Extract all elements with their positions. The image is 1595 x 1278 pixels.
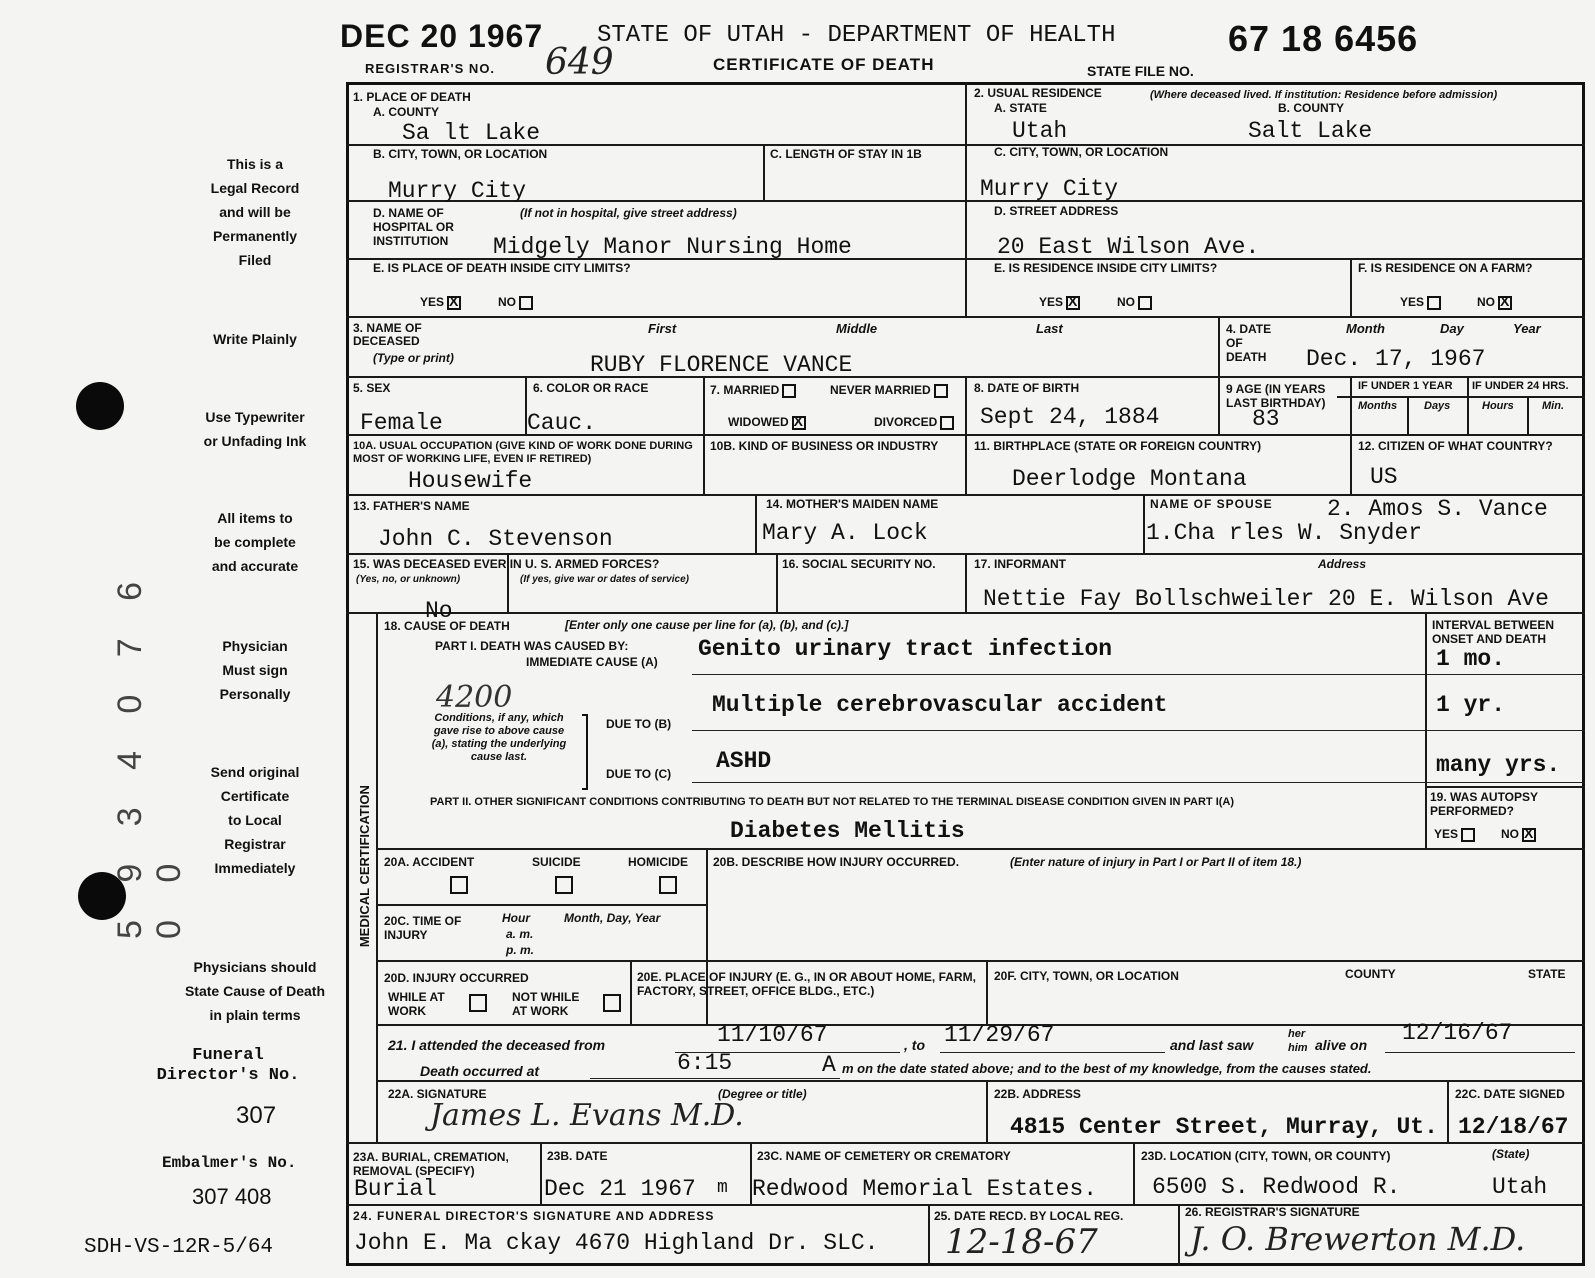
due-c-label: DUE TO (C) (606, 767, 672, 781)
funeral-director-no: 307 (236, 1102, 277, 1129)
state-file-no: 67 18 6456 (1228, 18, 1419, 59)
while-work-label: WHILE AT WORK (388, 990, 445, 1018)
part1-label: PART I. DEATH WAS CAUSED BY: (435, 639, 629, 653)
homicide-checkbox[interactable] (659, 876, 677, 894)
cause-a-value: Genito urinary tract infection (698, 636, 1113, 662)
cause-code: 4200 (436, 680, 513, 715)
city-value: Murry City (388, 178, 527, 204)
name-value: RUBY FLORENCE VANCE (590, 352, 853, 378)
burial-date-value: Dec 21 1967 (544, 1176, 696, 1202)
date-death-value: Dec. 17, 1967 (1306, 346, 1486, 372)
form-code: SDH-VS-12R-5/64 (84, 1236, 274, 1259)
physician-signature: James L. Evans M.D. (430, 1098, 744, 1133)
location-state-value: Utah (1492, 1174, 1548, 1200)
inside-city-no: NO (498, 296, 533, 310)
due-b-label: DUE TO (B) (606, 717, 672, 731)
cause-note: [Enter only one cause per line for (a), (b), and (c).] (565, 618, 849, 632)
am-label: a. m. (506, 927, 534, 941)
res-inside-yes-checkbox[interactable] (1066, 296, 1080, 310)
part2-value: Diabetes Mellitis (730, 818, 965, 844)
registrar-signature: J. O. Brewerton M.D. (1190, 1220, 1526, 1258)
spouse-1-value: 1.Cha rles W. Snyder (1146, 520, 1423, 546)
date-recd-label: 25. DATE RECD. BY LOCAL REG. (934, 1209, 1124, 1223)
embalmer-no: 307 408 (192, 1184, 272, 1209)
res-city-label: C. CITY, TOWN, OR LOCATION (994, 145, 1169, 159)
physician-note: Physician Must sign Personally (219, 638, 291, 702)
send-original-note: Send original Certificate to Local Registrar Immediately (210, 764, 300, 876)
alive-on-label: alive on (1315, 1037, 1368, 1053)
place-injury-label: 20E. PLACE OF INJURY (E. G., IN OR ABOUT HOME, FARM, FACTORY, STREET, OFFICE BLDG., ETC.) (637, 970, 976, 998)
month-label: Month (1346, 321, 1385, 336)
birthplace-label: 11. BIRTHPLACE (STATE OR FOREIGN COUNTRY) (974, 439, 1262, 453)
interval-b-value: 1 yr. (1436, 692, 1506, 718)
registrar-no-label: REGISTRAR'S NO. (365, 61, 496, 76)
middle-label: Middle (836, 321, 878, 336)
dob-value: Sept 24, 1884 (980, 404, 1160, 430)
ssn-label: 16. SOCIAL SECURITY NO. (782, 557, 936, 571)
last-saw-label: and last saw (1170, 1037, 1254, 1053)
county-label: A. COUNTY (373, 105, 439, 119)
state-paren-label: (State) (1492, 1147, 1530, 1161)
date-death-label: 4. DATE OF DEATH (1226, 322, 1272, 364)
describe-label: 20B. DESCRIBE HOW INJURY OCCURRED. (713, 855, 960, 869)
mdy-label: Month, Day, Year (564, 911, 661, 925)
autopsy-no-checkbox[interactable] (1522, 828, 1536, 842)
cemetery-label: 23C. NAME OF CEMETERY OR CREMATORY (757, 1149, 1011, 1163)
place-of-death-label: 1. PLACE OF DEATH (353, 90, 471, 104)
business-label: 10B. KIND OF BUSINESS OR INDUSTRY (710, 439, 939, 453)
date-recd-value: 12-18-67 (945, 1222, 1098, 1262)
cause-note: Physicians should State Cause of Death in plain terms (184, 959, 326, 1023)
not-work-checkbox[interactable] (603, 994, 621, 1012)
punch-hole-top (76, 382, 124, 430)
alive-on-value: 12/16/67 (1402, 1020, 1513, 1046)
last-label: Last (1036, 321, 1063, 336)
mother-value: Mary A. Lock (762, 520, 928, 546)
date-stamp: DEC 20 1967 (340, 18, 544, 54)
informant-label: 17. INFORMANT (974, 557, 1067, 571)
medical-certification-label: MEDICAL CERTIFICATION (356, 785, 372, 948)
while-work-checkbox[interactable] (469, 994, 487, 1012)
spouse-2-value: 2. Amos S. Vance (1327, 496, 1548, 522)
inside-city-yes-checkbox[interactable] (447, 296, 461, 310)
injury-county-label: COUNTY (1345, 967, 1396, 981)
res-inside-no-checkbox[interactable] (1138, 296, 1152, 310)
location-label: 23D. LOCATION (CITY, TOWN, OR COUNTY) (1141, 1149, 1391, 1163)
never-married-option: NEVER MARRIED (830, 384, 948, 398)
birthplace-value: Deerlodge Montana (1012, 466, 1247, 492)
city-label: B. CITY, TOWN, OR LOCATION (373, 147, 548, 161)
accident-checkbox[interactable] (450, 876, 468, 894)
res-inside-label: E. IS RESIDENCE INSIDE CITY LIMITS? (994, 261, 1218, 275)
res-state-value: Utah (1012, 118, 1068, 144)
sig-address-label: 22B. ADDRESS (994, 1087, 1081, 1101)
divorced-checkbox[interactable] (940, 416, 954, 430)
write-plainly-note: Write Plainly (213, 331, 297, 347)
state-file-no-label: STATE FILE NO. (1087, 63, 1194, 79)
spouse-label: NAME OF SPOUSE (1150, 497, 1273, 511)
conditions-note: Conditions, if any, which gave rise to above cause (a), stating the underlying cause last. (431, 712, 567, 763)
sig-address-value: 4815 Center Street, Murray, Ut. (1010, 1114, 1438, 1140)
funeral-director-label: Funeral Director's No. (156, 1046, 300, 1085)
usual-residence-label: 2. USUAL RESIDENCE (974, 86, 1102, 100)
location-value: 6500 S. Redwood R. (1152, 1174, 1401, 1200)
res-city-value: Murry City (980, 176, 1119, 202)
autopsy-yes-checkbox[interactable] (1461, 828, 1475, 842)
homicide-label: HOMICIDE (628, 855, 688, 869)
injury-occurred-label: 20D. INJURY OCCURRED (384, 971, 529, 985)
him-label: him (1288, 1042, 1308, 1054)
age-label: 9 AGE (IN YEARS LAST BIRTHDAY) (1226, 382, 1326, 410)
sex-label: 5. SEX (353, 381, 391, 395)
hour-label: Hour (502, 911, 530, 925)
attended-to-value: 11/29/67 (944, 1022, 1055, 1048)
inside-city-no-checkbox[interactable] (519, 296, 533, 310)
race-value: Cauc. (527, 410, 597, 436)
citizen-label: 12. CITIZEN OF WHAT COUNTRY? (1358, 439, 1553, 453)
age-value: 83 (1252, 406, 1280, 432)
describe-note: (Enter nature of injury in Part I or Part II of item 18.) (1010, 855, 1302, 869)
registrar-no: 649 (545, 42, 614, 83)
father-value: John C. Stevenson (378, 526, 613, 552)
widowed-checkbox[interactable] (792, 416, 806, 430)
cause-b-value: Multiple cerebrovascular accident (712, 692, 1168, 718)
ampm-value: A (822, 1052, 836, 1078)
registrar-sig-label: 26. REGISTRAR'S SIGNATURE (1185, 1205, 1360, 1219)
injury-city-label: 20F. CITY, TOWN, OR LOCATION (994, 969, 1179, 983)
street-value: 20 East Wilson Ave. (997, 234, 1260, 260)
hours-label: Hours (1482, 400, 1514, 412)
farm-yes: YES (1400, 296, 1441, 310)
date-signed-value: 12/18/67 (1458, 1114, 1569, 1140)
part2-label: PART II. OTHER SIGNIFICANT CONDITIONS CONTRIBUTING TO DEATH BUT NOT RELATED TO THE TERMINAL DISEASE CONDITION GIVEN IN PART I(A) (430, 796, 1235, 808)
agency-title: STATE OF UTAH - DEPARTMENT OF HEALTH (597, 22, 1116, 49)
burial-date-suffix: m (717, 1178, 728, 1198)
legal-record-note: This is a Legal Record and will be Permanently Filed (210, 156, 300, 268)
day-label: Day (1440, 321, 1464, 336)
mother-label: 14. MOTHER'S MAIDEN NAME (766, 497, 939, 511)
race-label: 6. COLOR OR RACE (533, 381, 649, 395)
first-label: First (648, 321, 677, 336)
inside-city-label: E. IS PLACE OF DEATH INSIDE CITY LIMITS? (373, 261, 631, 275)
inside-city-yes: YESX (420, 296, 461, 310)
occurred-at-label: Death occurred at (420, 1063, 540, 1079)
vertical-file-number: 5 9 3 4 0 7 6 0 0 (111, 567, 188, 939)
cemetery-value: Redwood Memorial Estates. (752, 1176, 1098, 1202)
complete-note: All items to be complete and accurate (211, 510, 299, 574)
certificate-title: CERTIFICATE OF DEATH (713, 55, 935, 74)
burial-label: 23A. BURIAL, CREMATION, REMOVAL (SPECIFY) (353, 1150, 509, 1178)
armed-forces-label: 15. WAS DECEASED EVER IN U. S. ARMED FORCES? (353, 557, 660, 571)
cause-c-value: ASHD (716, 748, 772, 774)
usual-residence-note: (Where deceased lived. If institution: Residence before admission) (1150, 89, 1498, 101)
interval-label: INTERVAL BETWEEN ONSET AND DEATH (1432, 618, 1555, 646)
never-married-checkbox[interactable] (934, 384, 948, 398)
farm-no: NOX (1477, 296, 1512, 310)
under-year-label: IF UNDER 1 YEAR (1358, 380, 1453, 392)
attended-from-value: 11/10/67 (717, 1022, 828, 1048)
funeral-sig-value: John E. Ma ckay 4670 Highland Dr. SLC. (354, 1230, 879, 1256)
county-value: Sa lt Lake (402, 120, 541, 146)
suicide-checkbox[interactable] (555, 876, 573, 894)
married-checkbox[interactable] (782, 384, 796, 398)
hospital-label: D. NAME OF HOSPITAL OR INSTITUTION (373, 206, 454, 248)
hospital-note: (If not in hospital, give street address) (520, 206, 737, 220)
type-print-note: (Type or print) (373, 351, 454, 365)
street-label: D. STREET ADDRESS (994, 204, 1119, 218)
length-of-stay-label: C. LENGTH OF STAY IN 1B (770, 147, 922, 161)
divorced-option: DIVORCED (874, 416, 954, 430)
informant-value: Nettie Fay Bollschweiler 20 E. Wilson Ave (983, 586, 1549, 612)
widowed-option: WIDOWEDX (728, 416, 806, 430)
farm-no-checkbox[interactable] (1498, 296, 1512, 310)
autopsy-no: NOX (1501, 828, 1536, 842)
state-label: A. STATE (994, 101, 1047, 115)
attended-label: 21. I attended the deceased from (388, 1037, 606, 1053)
farm-yes-checkbox[interactable] (1427, 296, 1441, 310)
date-signed-label: 22C. DATE SIGNED (1455, 1087, 1565, 1101)
autopsy-yes: YES (1434, 828, 1475, 842)
her-label: her (1288, 1028, 1306, 1040)
burial-date-label: 23B. DATE (547, 1149, 608, 1163)
accident-label: 20A. ACCIDENT (384, 855, 475, 869)
immediate-label: IMMEDIATE CAUSE (A) (526, 655, 658, 669)
name-deceased-label: 3. NAME OF DECEASED (353, 321, 422, 348)
sex-value: Female (360, 410, 443, 436)
signature-label: 22A. SIGNATURE (388, 1087, 487, 1101)
interval-c-value: many yrs. (1436, 752, 1561, 778)
time-value: 6:15 (677, 1050, 733, 1076)
occurred-note: m on the date stated above; and to the best of my knowledge, from the causes stated. (842, 1061, 1372, 1076)
embalmer-label: Embalmer's No. (162, 1154, 297, 1172)
farm-label: F. IS RESIDENCE ON A FARM? (1358, 261, 1533, 275)
informant-address-label: Address (1318, 557, 1367, 571)
dob-label: 8. DATE OF BIRTH (974, 381, 1080, 395)
interval-a-value: 1 mo. (1436, 646, 1506, 672)
days-label: Days (1424, 400, 1451, 412)
occupation-label: 10A. USUAL OCCUPATION (GIVE KIND OF WORK DONE DURING MOST OF WORKING LIFE, EVEN IF RETIRED) (353, 440, 693, 465)
cause-label: 18. CAUSE OF DEATH (384, 619, 510, 633)
time-injury-label: 20C. TIME OF INJURY (384, 914, 462, 942)
under-day-label: IF UNDER 24 HRS. (1472, 380, 1569, 392)
citizen-value: US (1370, 464, 1398, 490)
year-label: Year (1513, 321, 1541, 336)
not-work-label: NOT WHILE AT WORK (512, 990, 580, 1018)
res-inside-yes: YESX (1039, 296, 1080, 310)
injury-state-label: STATE (1528, 967, 1566, 981)
married-option: 7. MARRIED (710, 384, 796, 398)
armed-note-2: (If yes, give war or dates of service) (520, 574, 689, 585)
res-county-value: Salt Lake (1248, 118, 1373, 144)
pm-label: p. m. (506, 943, 535, 957)
months-label: Months (1358, 400, 1398, 412)
autopsy-label: 19. WAS AUTOPSY PERFORMED? (1430, 790, 1538, 818)
res-county-label: B. COUNTY (1278, 101, 1344, 115)
armed-note-1: (Yes, no, or unknown) (356, 574, 461, 585)
min-label: Min. (1542, 400, 1564, 412)
father-label: 13. FATHER'S NAME (353, 499, 470, 513)
occupation-value: Housewife (408, 468, 533, 494)
degree-label: (Degree or title) (718, 1087, 807, 1101)
typewriter-note: Use Typewriter or Unfading Ink (203, 409, 307, 449)
armed-value: No (425, 598, 453, 624)
funeral-sig-label: 24. FUNERAL DIRECTOR'S SIGNATURE AND ADDRESS (353, 1209, 715, 1223)
burial-value: Burial (354, 1176, 437, 1202)
suicide-label: SUICIDE (532, 855, 581, 869)
to-label: , to (904, 1037, 925, 1053)
hospital-value: Midgely Manor Nursing Home (493, 234, 852, 260)
res-inside-no: NO (1117, 296, 1152, 310)
